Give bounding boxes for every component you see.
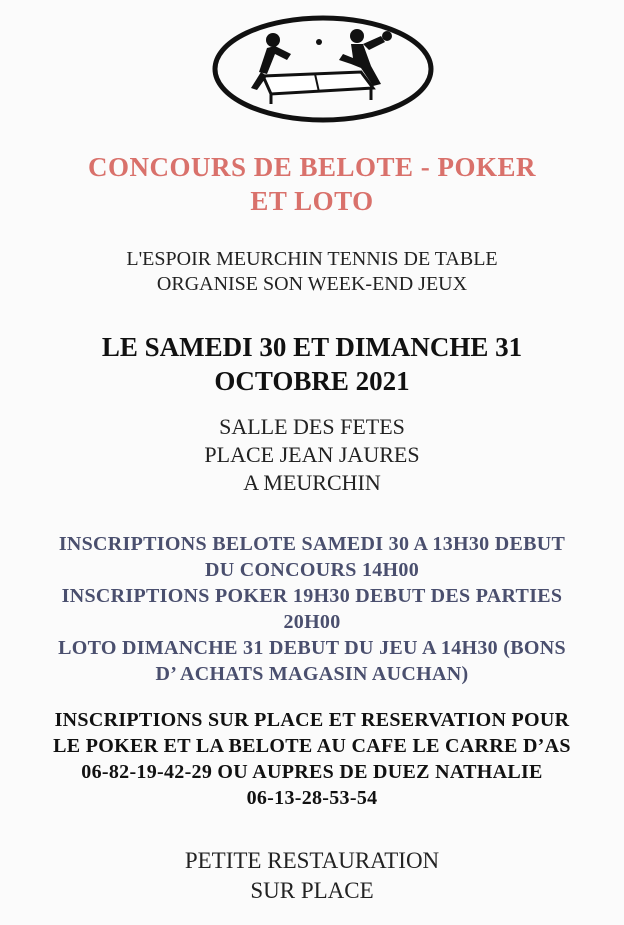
reservation-line-4: 06-13-28-53-54 — [246, 787, 378, 809]
event-title — [20, 150, 604, 218]
reservation-line-1: INSCRIPTIONS SUR PLACE ET RESERVATION POUR — [54, 709, 570, 731]
belote-line-2: DU CONCOURS 14H00 — [205, 559, 419, 581]
food-info — [20, 846, 604, 906]
venue-line-1: SALLE DES FETES — [219, 414, 405, 439]
belote-line-1: INSCRIPTIONS BELOTE SAMEDI 30 A 13H30 DEBUT — [58, 533, 566, 555]
food-line-1: PETITE RESTAURATION — [184, 848, 440, 873]
organizer-line-1: L'ESPOIR MEURCHIN TENNIS DE TABLE — [126, 248, 498, 270]
venue-line-2: PLACE JEAN JAURES — [204, 442, 420, 467]
organizer-line-2: ORGANISE SON WEEK-END JEUX — [156, 273, 468, 295]
table-tennis-players-logo-icon — [211, 14, 435, 124]
loto-line-2: D’ ACHATS MAGASIN AUCHAN) — [155, 663, 469, 685]
date-line-2: OCTOBRE 2021 — [214, 366, 410, 396]
schedule-info — [8, 531, 616, 687]
event-venue — [20, 413, 604, 497]
venue-line-3: A MEURCHIN — [243, 470, 381, 495]
loto-line-1: LOTO DIMANCHE 31 DEBUT DU JEU A 14H30 (BONS — [58, 637, 566, 659]
reservation-info — [6, 707, 618, 811]
food-line-2: SUR PLACE — [250, 878, 374, 903]
poker-line-2: 20H00 — [283, 611, 341, 633]
organizer-text — [20, 247, 604, 297]
reservation-line-3: 06-82-19-42-29 OU AUPRES DE DUEZ NATHALIE — [81, 761, 543, 783]
title-line-1: CONCOURS DE BELOTE - POKER — [87, 152, 537, 182]
poker-line-1: INSCRIPTIONS POKER 19H30 DEBUT DES PARTIES — [61, 585, 563, 607]
reservation-line-2: LE POKER ET LA BELOTE AU CAFE LE CARRE D’AS — [53, 735, 571, 757]
date-line-1: LE SAMEDI 30 ET DIMANCHE 31 — [101, 332, 523, 362]
event-date — [20, 330, 604, 398]
title-line-2: ET LOTO — [250, 186, 374, 216]
